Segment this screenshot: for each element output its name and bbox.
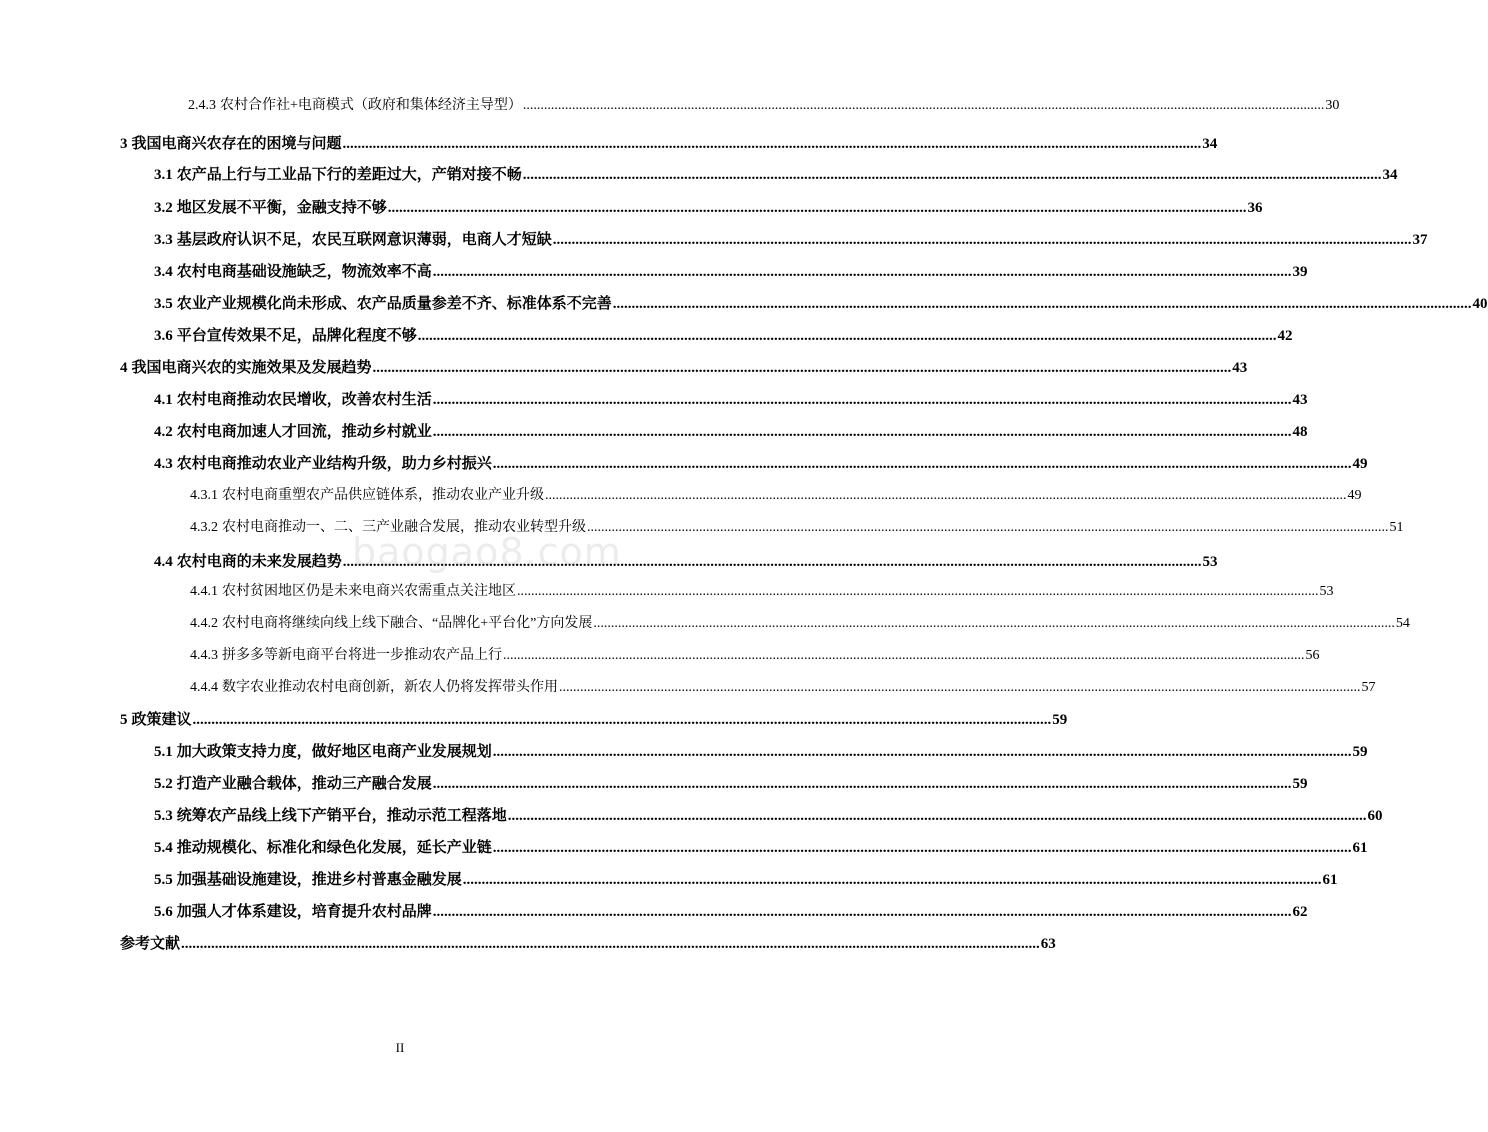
toc-entry[interactable]: 4.4.2 农村电商将继续向线上线下融合、“品牌化+平台化”方向发展 ..... 54 [190,614,680,634]
toc-entry[interactable]: 3.4 农村电商基础设施缺乏，物流效率不高 ..... 39 [154,262,680,282]
toc-entry[interactable]: 4.4.1 农村贫困地区仍是未来电商兴农需重点关注地区 ..... 53 [190,582,680,602]
toc-entry[interactable]: 3.1 农产品上行与工业品下行的差距过大，产销对接不畅 ..... 34 [154,165,680,185]
toc-entry[interactable]: 3.3 基层政府认识不足，农民互联网意识薄弱，电商人才短缺 ..... 37 [154,230,680,250]
toc-entry[interactable]: 5.4 推动规模化、标准化和绿色化发展，延长产业链 ..... 61 [154,838,680,858]
toc-entry[interactable]: 5.6 加强人才体系建设，培育提升农村品牌 ..... 62 [154,902,680,922]
watermark: baogao8.com [352,530,622,574]
toc-entry[interactable]: 5.5 加强基础设施建设，推进乡村普惠金融发展 ..... 61 [154,870,680,890]
toc-entry[interactable]: 4.4.3 拼多多等新电商平台将进一步推动农产品上行 ..... 56 [190,646,680,666]
toc-entry[interactable]: 3.6 平台宣传效果不足，品牌化程度不够 ..... 42 [154,326,680,346]
toc-entry[interactable]: 5 政策建议 ..... 59 [120,710,680,730]
toc-entry[interactable]: 3 我国电商兴农存在的困境与问题 ..... 34 [120,134,680,154]
toc-entry[interactable]: 4.4.4 数字农业推动农村电商创新，新农人仍将发挥带头作用 ..... 57 [190,678,680,698]
toc-entry[interactable]: 4.3.2 农村电商推动一、二、三产业融合发展，推动农业转型升级 ..... 51 [190,518,680,538]
toc-entry[interactable]: 4.2 农村电商加速人才回流，推动乡村就业 ..... 48 [154,422,680,442]
toc-entry[interactable]: 4.3 农村电商推动农业产业结构升级，助力乡村振兴 ..... 49 [154,454,680,474]
toc-entry[interactable]: 3.5 农业产业规模化尚未形成、农产品质量参差不齐、标准体系不完善 ..... 40 [154,294,680,314]
page-number: II [395,1040,405,1055]
toc-entry[interactable]: 3.2 地区发展不平衡，金融支持不够 ..... 36 [154,198,680,218]
toc-entry[interactable]: 5.1 加大政策支持力度，做好地区电商产业发展规划 ..... 59 [154,742,680,762]
toc-entry[interactable]: 4.3.1 农村电商重塑农产品供应链体系，推动农业产业升级 ..... 49 [190,486,680,506]
toc-entry[interactable]: 5.2 打造产业融合载体，推动三产融合发展 ..... 59 [154,774,680,794]
toc-entry[interactable]: 4.1 农村电商推动农民增收，改善农村生活 ..... 43 [154,390,680,410]
toc-entry[interactable]: 参考文献 ..... 63 [120,934,680,954]
toc-entry[interactable]: 4 我国电商兴农的实施效果及发展趋势 ..... 43 [120,358,680,378]
toc-entry[interactable]: 2.4.3 农村合作社+电商模式（政府和集体经济主导型） ..... 30 [188,96,680,116]
toc-entry[interactable]: 4.4 农村电商的未来发展趋势 ..... 53 [154,552,680,572]
toc-entry[interactable]: 5.3 统筹农产品线上线下产销平台，推动示范工程落地 ..... 60 [154,806,680,826]
